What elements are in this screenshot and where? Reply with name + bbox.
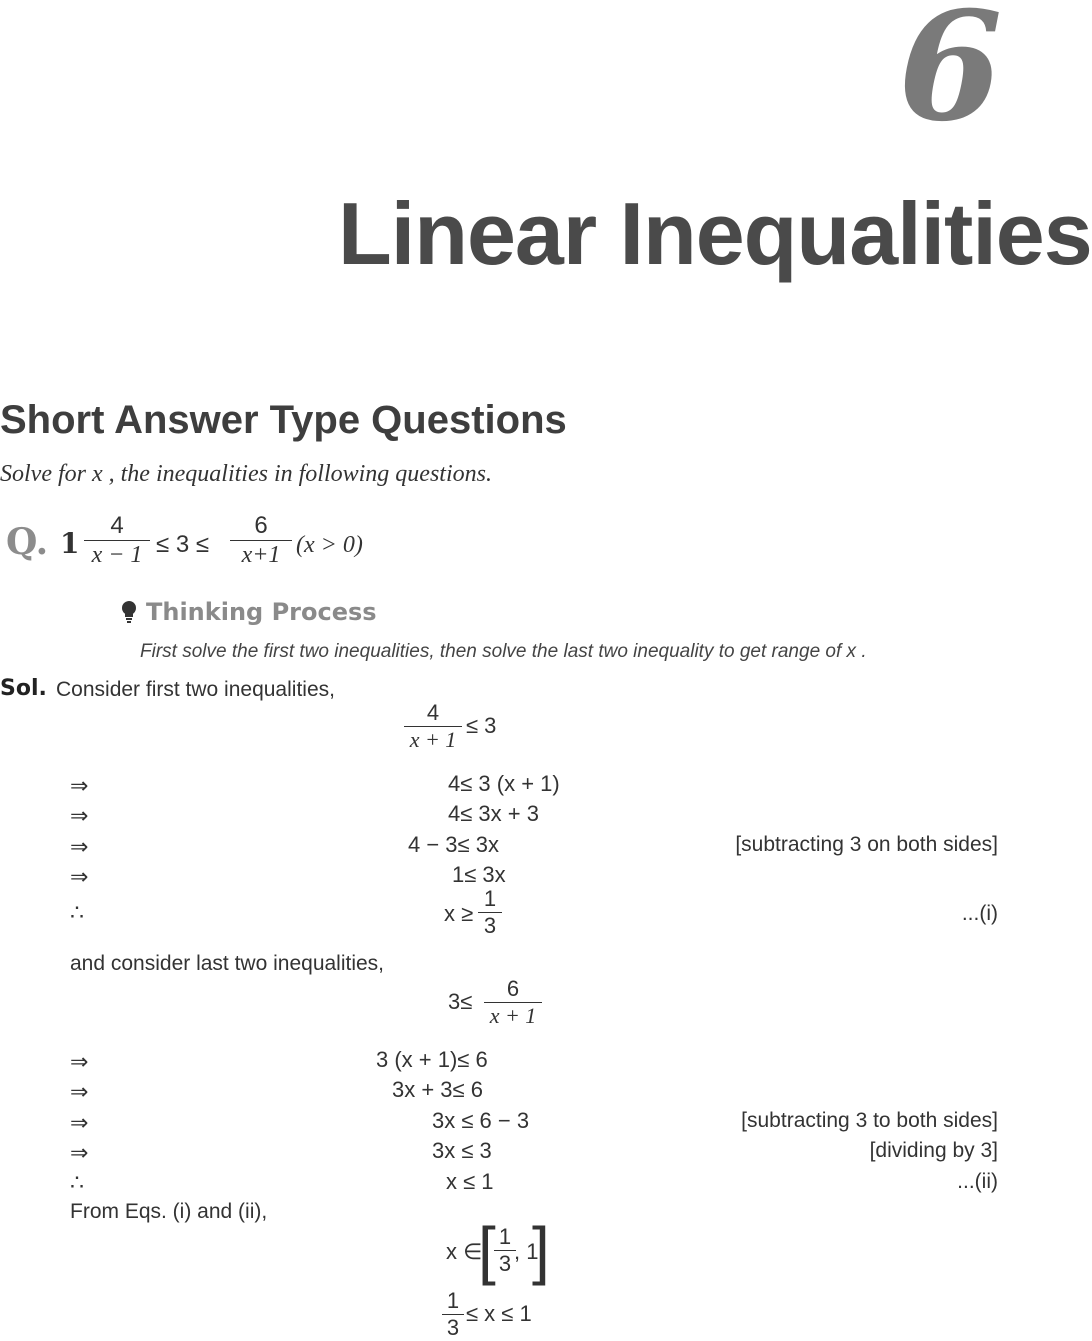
instruction-text: Solve for x , the inequalities in following questions. [0, 461, 492, 487]
step-expression: 3x ≤ 3 [432, 1138, 492, 1163]
fraction-denominator: x+1 [241, 542, 281, 568]
step-expression: 4≤ 3x + 3 [448, 801, 539, 826]
implies-arrow: ⇒ [70, 1110, 89, 1135]
implies-arrow: ⇒ [70, 834, 89, 859]
solution-intro-2: and consider last two inequalities, [70, 952, 385, 975]
implies-arrow: ⇒ [70, 803, 89, 828]
fraction-denominator: 3 [483, 913, 497, 938]
final-1-fraction [494, 1224, 516, 1277]
section-heading: Short Answer Type Questions [0, 398, 567, 442]
step-expression: 3x + 3≤ 6 [392, 1077, 483, 1102]
right-bracket: ] [532, 1214, 550, 1286]
question-condition: (x > 0) [296, 532, 363, 558]
fraction-numerator: 6 [506, 976, 520, 1001]
fraction-numerator: 1 [498, 1224, 512, 1249]
result-1-lhs: x ≥ [444, 901, 474, 926]
therefore-symbol: ∴ [70, 1170, 84, 1195]
implies-arrow: ⇒ [70, 864, 89, 889]
final-2-rest: ≤ x ≤ 1 [466, 1301, 532, 1326]
step-note: [subtracting 3 on both sides] [735, 833, 998, 856]
equation-tag-i: ...(i) [961, 902, 998, 925]
fraction-denominator: 3 [498, 1251, 512, 1276]
step-expression: 1≤ 3x [452, 862, 506, 887]
fraction-numerator: 4 [426, 700, 440, 725]
step-expression: 3x ≤ 6 − 3 [432, 1108, 530, 1133]
fraction-denominator: x − 1 [91, 542, 143, 568]
question-number: 1 [60, 527, 80, 560]
chapter-number: 6 [898, 0, 1003, 155]
question-middle: ≤ 3 ≤ [156, 531, 210, 558]
solution-label: Sol. [0, 676, 47, 701]
thinking-process-text: First solve the first two inequalities, then solve the last two inequality to get range of x . [140, 641, 867, 662]
equation-tag-ii: ...(ii) [957, 1170, 998, 1193]
step-note: [dividing by 3] [869, 1139, 998, 1162]
solution-intro-3: From Eqs. (i) and (ii), [70, 1200, 268, 1223]
thinking-process-title: Thinking Process [146, 598, 377, 626]
fraction-numerator: 6 [254, 512, 268, 539]
step-note: [subtracting 3 to both sides] [741, 1109, 998, 1132]
fraction-denominator: x + 1 [409, 727, 457, 752]
implies-arrow: ⇒ [70, 1140, 89, 1165]
result-2-expression: x ≤ 1 [446, 1169, 494, 1194]
step-expression: 3 (x + 1)≤ 6 [376, 1047, 488, 1072]
final-1-rest: , 1 [514, 1239, 539, 1264]
fraction-denominator: 3 [446, 1315, 460, 1340]
fraction-numerator: 4 [110, 512, 124, 539]
fraction-numerator: 1 [483, 886, 497, 911]
left-bracket: [ [478, 1214, 496, 1286]
step-fraction-1-rhs: ≤ 3 [466, 713, 497, 738]
solution-intro-1: Consider first two inequalities, [56, 678, 335, 701]
implies-arrow: ⇒ [70, 1079, 89, 1104]
question-label: Q. [6, 521, 49, 563]
final-1-lhs: x ∈ [446, 1239, 483, 1264]
implies-arrow: ⇒ [70, 1049, 89, 1074]
lightbulb-icon [120, 600, 138, 629]
fraction-numerator: 1 [446, 1288, 460, 1313]
step-expression: 4≤ 3 (x + 1) [448, 771, 560, 796]
fraction-denominator: x + 1 [489, 1003, 537, 1028]
step-fraction-2-lhs: 3≤ [448, 989, 473, 1014]
final-2-fraction [442, 1288, 464, 1341]
result-1-fraction [478, 886, 502, 939]
step-fraction-2 [484, 976, 542, 1029]
step-fraction-1 [404, 700, 462, 753]
question-fraction-2 [230, 512, 292, 569]
therefore-symbol: ∴ [70, 900, 84, 925]
question-fraction-1 [84, 512, 150, 569]
step-expression: 4 − 3≤ 3x [408, 832, 499, 857]
implies-arrow: ⇒ [70, 773, 89, 798]
chapter-title: Linear Inequalities [338, 184, 1092, 283]
